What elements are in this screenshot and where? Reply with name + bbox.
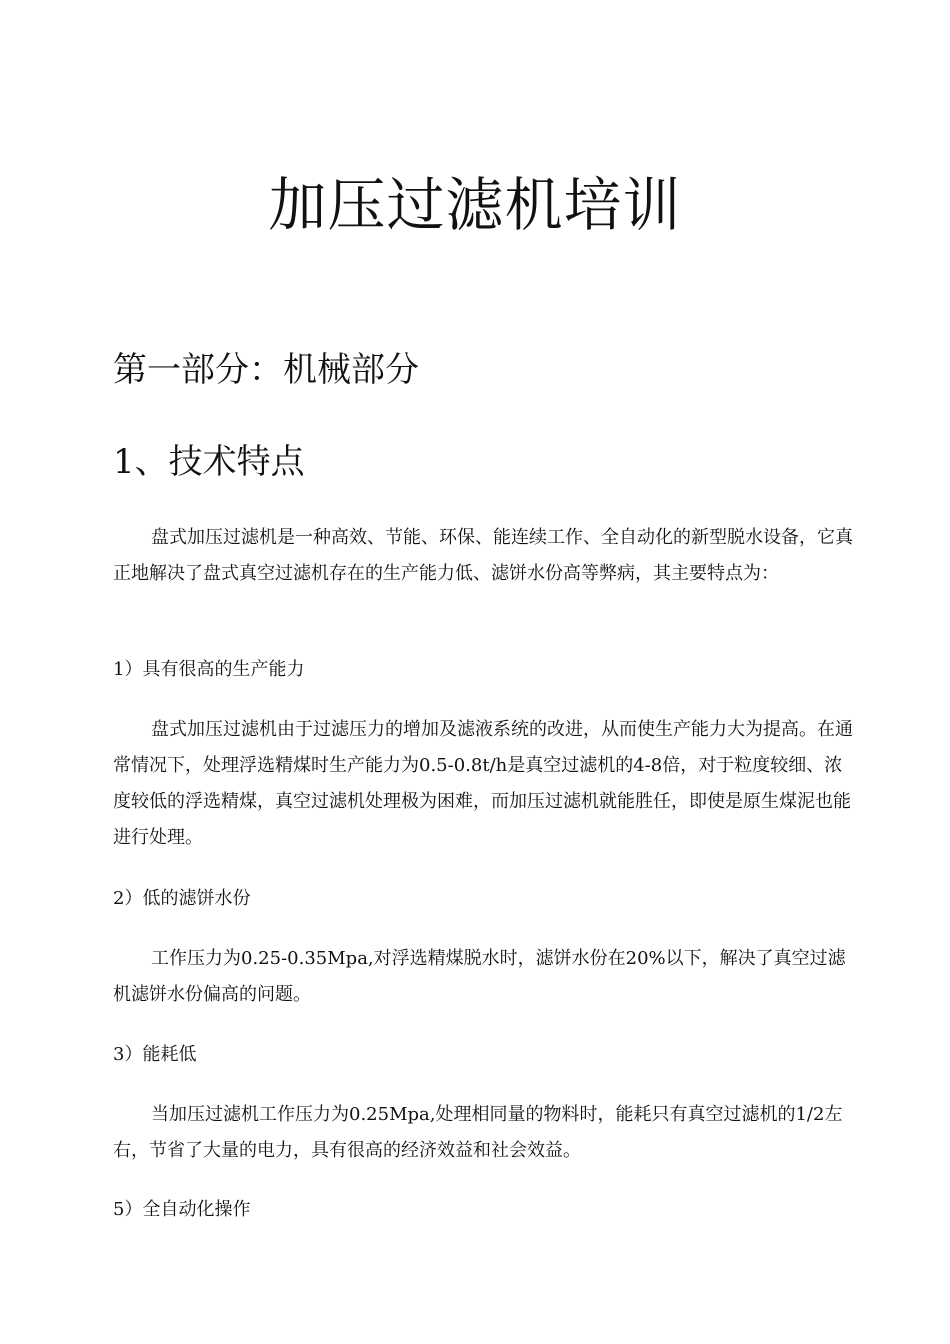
feature-text-moisture: 工作压力为0.25-0.35Mpa,对浮选精煤脱水时，滤饼水份在20%以下，解决了真空过滤机滤饼水份偏高的问题。 [113,948,846,1005]
document-title: 加压过滤机培训 [268,171,682,239]
part-heading: 第一部分：机械部分 [113,350,419,390]
feature-heading-moisture: 2）低的滤饼水份 [113,888,251,909]
section-heading: 1、技术特点 [113,442,305,482]
feature-text-capacity: 盘式加压过滤机由于过滤压力的增加及滤液系统的改进，从而使生产能力大为提高。在通常情况下，处理浮选精煤时生产能力为0.5-0.8t/h是真空过滤机的4-8倍，对于粒度较细、浓度较低的浮选精煤，真空过滤机处理极为困难，而加压过滤机就能胜任，即使是原生煤泥也能进行处理。 [113,719,853,848]
feature-heading-capacity: 1）具有很高的生产能力 [113,659,305,680]
feature-heading-energy: 3）能耗低 [113,1044,197,1065]
feature-text-energy: 当加压过滤机工作压力为0.25Mpa,处理相同量的物料时，能耗只有真空过滤机的1/2左右，节省了大量的电力，具有很高的经济效益和社会效益。 [113,1104,843,1161]
intro-paragraph: 盘式加压过滤机是一种高效、节能、环保、能连续工作、全自动化的新型脱水设备，它真正地解决了盘式真空过滤机存在的生产能力低、滤饼水份高等弊病，其主要特点为： [113,527,853,584]
feature-heading-automation: 5）全自动化操作 [113,1199,251,1220]
